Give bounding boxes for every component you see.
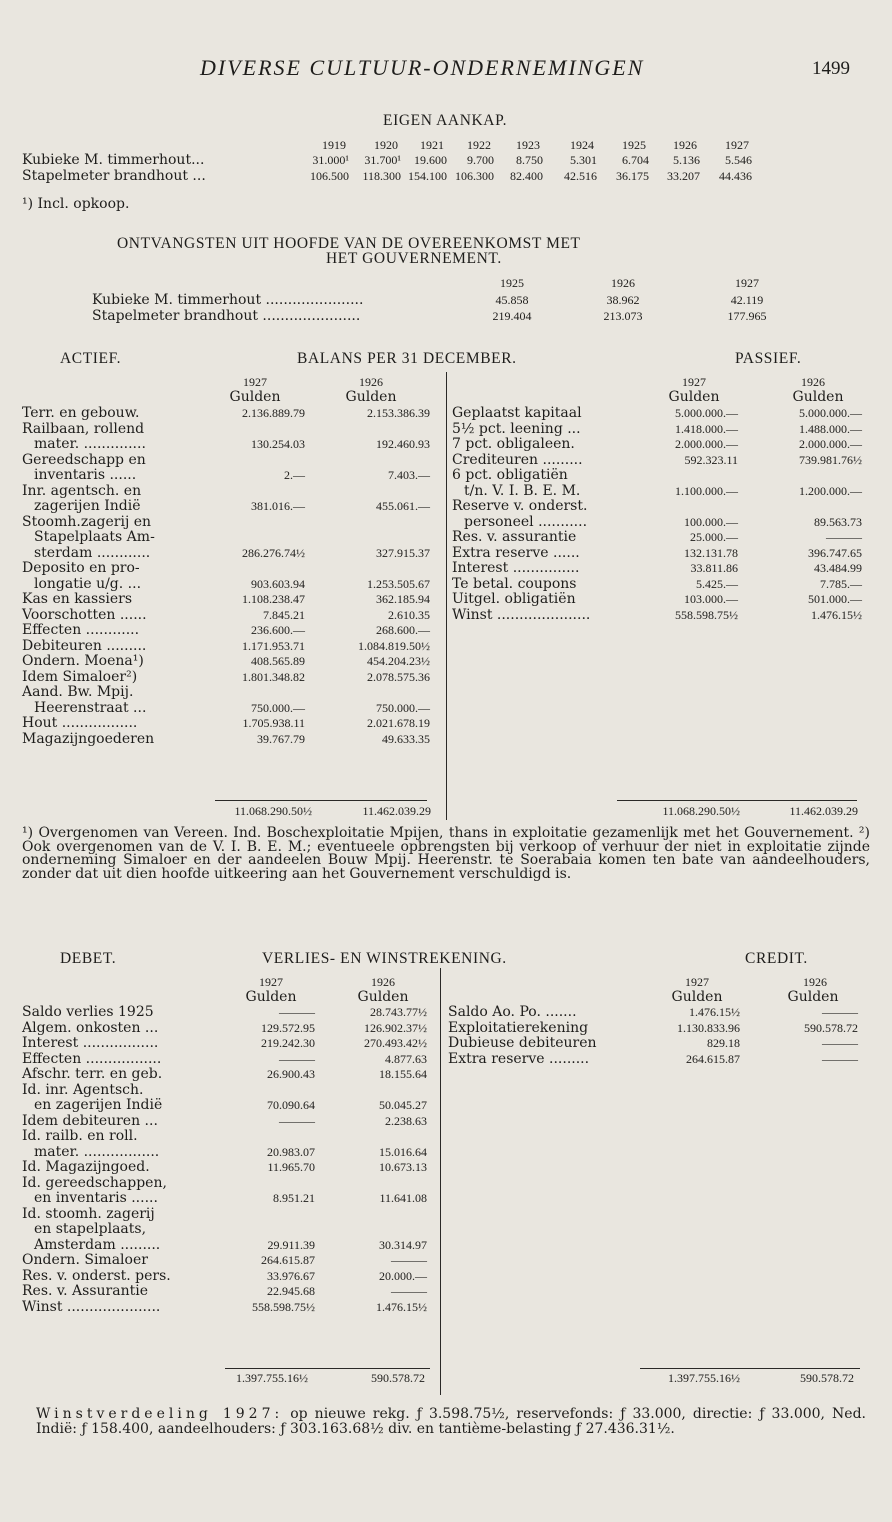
passief-value-b: 2.000.000.— [799,437,862,451]
passief-title: PASSIEF. [735,350,802,367]
passief-label: 7 pct. obligaleen. [452,436,575,452]
eigen-year-1925: 1925 [622,138,646,152]
actief-value-a: 7.845.21 [263,607,305,622]
actief-label: Gereedschapp en [22,451,146,468]
ontv-year-1926: 1926 [611,276,635,290]
debet-label: Amsterdam ......... [34,1236,161,1253]
passief-label: Winst ..................... [452,606,591,623]
balans-total-left-b: 11.462.039.29 [362,804,431,818]
passief-value-a: 558.598.75½ [675,607,738,622]
passief-label: Extra reserve ...... [452,544,580,561]
eigen-year-1922: 1922 [467,138,491,152]
passief-value-a: 5.000.000.— [675,406,738,420]
actief-label: Heerenstraat ... [34,699,147,716]
passief-value-b: 43.484.99 [814,561,862,575]
debet-value-b: 20.000.— [379,1268,427,1283]
passief-value-b: 501.000.— [808,592,862,606]
credit-value-a: 1.130.833.96 [677,1020,740,1035]
actief-value-a: 2.136.889.79 [242,406,305,420]
passief-value-b: ——— [826,530,862,544]
credit-value-a: 264.615.87 [686,1051,740,1066]
debet-label: Idem debiteuren ... [22,1112,158,1129]
eigen-year-1926: 1926 [673,138,697,152]
debet-value-a: 26.900.43 [267,1067,315,1081]
debet-value-a: ——— [279,1005,315,1019]
debet-value-b: ——— [391,1253,427,1267]
debet-value-a: ——— [279,1113,315,1128]
actief-value-b: 362.185.94 [376,592,430,606]
actief-title: ACTIEF. [60,350,122,367]
debet-value-b: 2.238.63 [385,1113,427,1128]
debet-value-b: 28.743.77½ [370,1005,427,1019]
ontv-cell: 38.962 [606,293,640,307]
debet-label: en stapelplaats, [34,1221,147,1237]
actief-value-a: 39.767.79 [257,731,305,746]
actief-value-a: 1.108.238.47 [242,592,305,606]
credit-label: Saldo Ao. Po. ....... [448,1004,577,1020]
passief-value-a: 132.131.78 [684,545,738,560]
passief-value-b: 739.981.76½ [799,452,862,467]
eigen-cell: 8.750 [516,153,543,167]
verlies-right-rule [640,1368,860,1369]
eigen-note: ¹) Incl. opkoop. [22,196,130,212]
balans-total-left-a: 11.068.290.50½ [234,804,312,818]
debet-value-b: 11.641.08 [379,1191,427,1205]
credit-title: CREDIT. [745,950,808,967]
debet-label: Effecten ................. [22,1050,162,1067]
balans-left-unit: Gulden [345,389,397,405]
balans-left-year: 1927 [243,375,267,389]
actief-label: Debiteuren ......... [22,637,147,654]
actief-value-b: 1.253.505.67 [367,576,430,591]
actief-value-b: 192.460.93 [376,437,430,451]
actief-value-b: 1.084.819.50½ [358,638,430,653]
ontv-cell: 213.073 [603,309,643,323]
verlies-right-year: 1927 [685,975,709,989]
passief-value-b: 1.476.15½ [811,607,862,622]
debet-value-a: 264.615.87 [261,1253,315,1267]
balans-right-unit: Gulden [792,389,844,405]
verlies-left-year: 1927 [259,975,283,989]
passief-value-a: 1.418.000.— [675,421,738,436]
debet-value-b: 18.155.64 [379,1067,427,1081]
debet-value-b: 30.314.97 [379,1237,427,1252]
verlies-left-rule [225,1368,430,1369]
verlies-right-year: 1926 [803,975,827,989]
debet-label: Afschr. terr. en geb. [22,1066,163,1082]
actief-value-a: 236.600.— [251,623,305,637]
winstverdeeling-text: op nieuwe rekg. ƒ 3.598.75½, reservefonds: ƒ 33.000, directie: ƒ 33.000, Ned. Indië: ƒ 158.400, aandeelhouders: ƒ 303.163.68½ div. en tantième-belasting ƒ 27.436.31½. [36,1406,866,1437]
debet-value-a: 129.572.95 [261,1020,315,1035]
debet-value-a: 219.242.30 [261,1036,315,1050]
credit-value-a: 829.18 [707,1036,740,1050]
actief-label: Deposito en pro- [22,560,140,576]
ontv-cell: 42.119 [730,293,764,307]
balans-right-year: 1926 [801,375,825,389]
passief-label: Uitgel. obligatiën [452,591,576,607]
credit-label: Extra reserve ......... [448,1050,590,1067]
credit-value-a: 1.476.15½ [689,1005,740,1019]
passief-label: Te betal. coupons [452,575,577,592]
eigen-cell: 118.300 [362,168,401,183]
ontv-row-label: Stapelmeter brandhout ...................... [92,308,361,324]
credit-value-b: 590.578.72 [804,1020,858,1035]
running-header: DIVERSE CULTUUR-ONDERNEMINGEN [200,55,645,80]
eigen-row-label: Kubieke M. timmerhout... [22,152,205,168]
credit-value-b: ——— [822,1051,858,1066]
eigen-row-label: Stapelmeter brandhout ... [22,167,206,184]
debet-value-b: 1.476.15½ [376,1299,427,1314]
passief-label: t/n. V. I. B. E. M. [464,482,581,499]
passief-value-b: 89.563.73 [814,514,862,529]
actief-label: Hout ................. [22,715,138,731]
debet-value-b: 270.493.42½ [364,1036,427,1050]
debet-label: Res. v. Assurantie [22,1283,148,1299]
credit-value-b: ——— [822,1036,858,1050]
ontv-cell: 177.965 [727,309,767,323]
debet-label: Algem. onkosten ... [22,1019,159,1036]
passief-value-a: 33.811.86 [690,561,738,575]
actief-value-a: 1.801.348.82 [242,669,305,684]
page-number: 1499 [812,58,850,79]
eigen-year-1919: 1919 [322,138,346,152]
debet-label: Ondern. Simaloer [22,1252,148,1268]
actief-value-b: 2.078.575.36 [367,669,430,684]
eigen-cell: 82.400 [510,168,543,183]
debet-label: Id. railb. en roll. [22,1128,138,1144]
eigen-cell: 5.136 [673,153,700,167]
passief-value-a: 592.323.11 [684,452,738,467]
credit-value-b: ——— [822,1005,858,1019]
eigen-cell: 31.000¹ [312,153,349,167]
winstverdeeling-label: Winstverdeeling 1927: [36,1406,284,1422]
eigen-aankap-title: EIGEN AANKAP. [383,112,508,129]
credit-label: Dubieuse debiteuren [448,1035,597,1051]
eigen-cell: 42.516 [564,168,597,183]
winstverdeeling [36,1407,866,1437]
passief-value-a: 5.425.— [696,576,738,591]
eigen-cell: 106.500 [310,168,349,183]
verlies-right-unit: Gulden [671,989,723,1005]
debet-value-b: 15.016.64 [379,1144,427,1159]
actief-value-b: 49.633.35 [382,731,430,746]
ontvangsten-subtitle: HET GOUVERNEMENT. [326,250,502,267]
actief-label: Aand. Bw. Mpij. [22,684,134,700]
debet-value-a: 11.965.70 [267,1160,315,1174]
debet-value-a: 558.598.75½ [252,1299,315,1314]
verlies-total-right-b: 590.578.72 [800,1371,854,1385]
actief-value-a: 1.171.953.71 [242,638,305,653]
actief-value-b: 454.204.23½ [367,654,430,668]
actief-value-a: 130.254.03 [251,437,305,451]
balans-left-rule [215,800,427,801]
passief-label: Geplaatst kapitaal [452,405,582,421]
passief-value-b: 396.747.65 [808,545,862,560]
verlies-right-unit: Gulden [787,989,839,1005]
passief-value-a: 2.000.000.— [675,437,738,451]
actief-value-b: 268.600.— [376,623,430,637]
debet-label: en zagerijen Indië [34,1097,163,1113]
balans-footnote: ¹) Overgenomen van Vereen. Ind. Boschexploitatie Mpijen, thans in exploitatie gezamenlijk met het Gouvernement. ²) Ook overgenomen van de V. I. B. E. M.; eventueele opbrengsten bij verkoop of verhuur der niet in exploitatie zijnde onderneming Simaloer en der aandeelen Bouw Mpij. Heerenstr. te Soerabaia komen ten bate van aandeelhouders, zonder dat uit dien hoofde uitkeering aan het Gouvernement verschuldigd is. [22,825,870,882]
balans-right-unit: Gulden [668,389,720,405]
actief-label: Inr. agentsch. en [22,482,142,499]
verlies-total-left-b: 590.578.72 [371,1371,425,1385]
ontv-row-label: Kubieke M. timmerhout ...................... [92,292,364,308]
verlies-left-unit: Gulden [245,989,297,1005]
actief-label: Railbaan, rollend [22,420,145,437]
verlies-title: VERLIES- EN WINSTREKENING. [262,950,507,967]
ontv-cell: 45.858 [495,293,529,307]
actief-label: Idem Simaloer²) [22,668,138,685]
actief-value-a: 903.603.94 [251,576,305,591]
passief-value-a: 100.000.— [684,514,738,529]
actief-value-a: 2.— [284,468,305,482]
debet-value-b: 126.902.37½ [364,1020,427,1035]
debet-label: Winst ..................... [22,1298,161,1315]
actief-label: Magazijngoederen [22,730,155,747]
debet-value-b: 10.673.13 [379,1160,427,1174]
actief-value-b: 455.061.— [376,499,430,513]
passief-label: 5½ pct. leening ... [452,420,581,437]
actief-label: zagerijen Indië [34,498,141,514]
balans-title: BALANS PER 31 DECEMBER. [297,350,517,367]
passief-label: Crediteuren ......... [452,451,583,468]
actief-label: Stoomh.zagerij en [22,513,152,530]
actief-value-b: 7.403.— [388,468,430,482]
eigen-cell: 36.175 [616,168,649,183]
eigen-cell: 9.700 [467,153,494,167]
actief-label: Voorschotten ...... [22,606,147,623]
actief-label: Stapelplaats Am- [34,529,155,545]
ontv-cell: 219.404 [492,309,532,323]
balans-total-right-b: 11.462.039.29 [789,804,858,818]
actief-label: Terr. en gebouw. [22,405,140,421]
actief-label: mater. .............. [34,436,146,452]
eigen-year-1924: 1924 [570,138,594,152]
eigen-cell: 5.301 [570,153,597,167]
balans-divider [446,372,447,820]
debet-label: Id. inr. Agentsch. [22,1081,144,1098]
passief-label: personeel ........... [464,513,588,530]
passief-value-b: 1.200.000.— [799,483,862,498]
actief-value-a: 286.276.74½ [242,545,305,560]
eigen-cell: 33.207 [667,168,700,183]
debet-value-a: 33.976.67 [267,1268,315,1283]
ontv-year-1927: 1927 [735,276,759,290]
balans-total-right-a: 11.068.290.50½ [662,804,740,818]
passief-value-b: 1.488.000.— [799,421,862,436]
balans-right-year: 1927 [682,375,706,389]
actief-label: sterdam ............ [34,544,151,561]
verlies-left-year: 1926 [371,975,395,989]
verlies-divider [440,968,441,1395]
debet-value-b: ——— [391,1284,427,1298]
verlies-total-right-a: 1.397.755.16½ [668,1371,740,1385]
debet-value-a: 20.983.07 [267,1144,315,1159]
debet-label: Interest ................. [22,1035,159,1051]
debet-value-a: 22.945.68 [267,1284,315,1298]
actief-value-b: 327.915.37 [376,545,430,560]
debet-label: mater. ................. [34,1143,160,1160]
verlies-left-unit: Gulden [357,989,409,1005]
passief-label: Res. v. assurantie [452,529,577,545]
eigen-cell: 106.300 [455,168,494,183]
actief-label: Kas en kassiers [22,591,133,607]
debet-label: Res. v. onderst. pers. [22,1267,171,1284]
debet-value-a: 8.951.21 [273,1191,315,1205]
balans-right-rule [617,800,857,801]
actief-label: Ondern. Moena¹) [22,653,144,669]
eigen-year-1920: 1920 [374,138,398,152]
eigen-cell: 154.100 [408,168,447,183]
passief-value-a: 1.100.000.— [675,483,738,498]
credit-label: Exploitatierekening [448,1019,589,1036]
passief-value-a: 25.000.— [690,530,738,544]
eigen-cell: 5.546 [725,153,752,167]
actief-value-b: 2.610.35 [388,607,430,622]
actief-label: longatie u/g. ... [34,575,142,592]
actief-value-a: 750.000.— [251,700,305,715]
debet-label: Saldo verlies 1925 [22,1004,154,1020]
actief-label: Effecten ............ [22,622,140,638]
debet-label: Id. Magazijngoed. [22,1159,150,1175]
debet-title: DEBET. [60,950,117,967]
actief-value-a: 381.016.— [251,499,305,513]
eigen-year-1923: 1923 [516,138,540,152]
debet-value-b: 4.877.63 [385,1051,427,1066]
passief-label: Interest ............... [452,560,580,576]
eigen-cell: 19.600 [414,153,447,167]
debet-value-a: 70.090.64 [267,1098,315,1112]
eigen-cell: 44.436 [719,168,752,183]
ontvangsten-title: ONTVANGSTEN UIT HOOFDE VAN DE OVEREENKOMST MET [117,235,581,252]
debet-label: Id. stoomh. zagerij [22,1205,155,1222]
actief-value-b: 750.000.— [376,700,430,715]
passief-value-b: 5.000.000.— [799,406,862,420]
debet-value-a: 29.911.39 [267,1237,315,1252]
passief-value-b: 7.785.— [820,576,862,591]
ontv-year-1925: 1925 [500,276,524,290]
eigen-year-1927: 1927 [725,138,749,152]
debet-value-b: 50.045.27 [379,1098,427,1112]
passief-value-a: 103.000.— [684,592,738,606]
debet-label: en inventaris ...... [34,1190,158,1206]
eigen-cell: 6.704 [622,153,649,167]
actief-value-b: 2.153.386.39 [367,406,430,420]
balans-left-year: 1926 [359,375,383,389]
actief-value-a: 408.565.89 [251,654,305,668]
eigen-year-1921: 1921 [420,138,444,152]
actief-label: inventaris ...... [34,467,137,483]
verlies-total-left-a: 1.397.755.16½ [236,1371,308,1385]
passief-label: 6 pct. obligatiën [452,467,568,483]
debet-value-a: ——— [279,1051,315,1066]
actief-value-a: 1.705.938.11 [242,716,305,730]
debet-label: Id. gereedschappen, [22,1174,167,1191]
passief-label: Reserve v. onderst. [452,498,588,514]
eigen-cell: 31.700¹ [364,153,401,167]
actief-value-b: 2.021.678.19 [367,716,430,730]
balans-left-unit: Gulden [229,389,281,405]
